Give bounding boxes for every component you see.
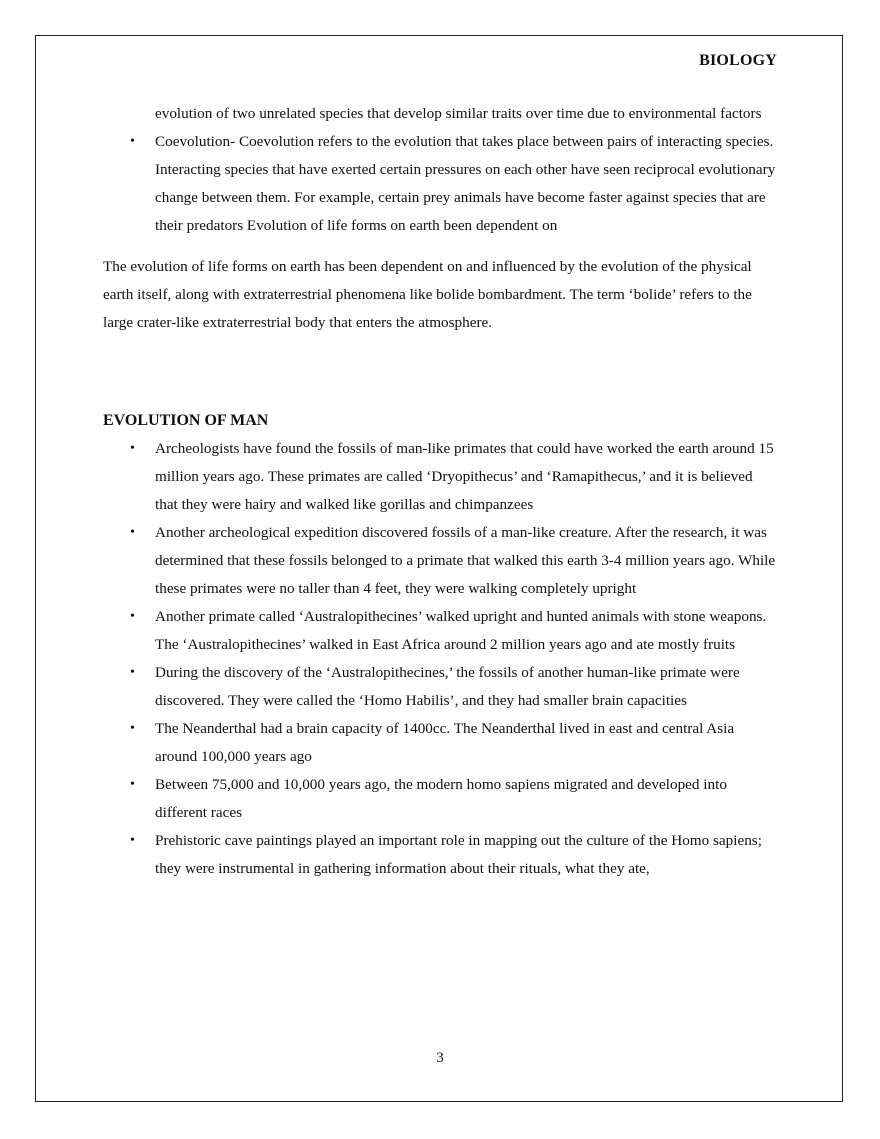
evolution-of-man-list: [103, 435, 779, 883]
list-item: [103, 435, 779, 519]
bullet-icon: •: [130, 525, 135, 540]
list-item: [103, 659, 779, 715]
page-header-title: BIOLOGY: [699, 52, 777, 69]
list-item-text: Between 75,000 and 10,000 years ago, the modern homo sapiens migrated and developed into different races: [155, 776, 727, 821]
bullet-icon: •: [130, 665, 135, 680]
section-heading: EVOLUTION OF MAN: [103, 412, 269, 429]
list-item-text: Archeologists have found the fossils of man-like primates that could have worked the earth around 15 million years ago. These primates are called ‘Dryopithecus’ and ‘Ramapithecus,’ and it is believed that they were hairy and walked like gorillas and chimpanzees: [155, 440, 774, 513]
list-item: [103, 771, 779, 827]
body-paragraph: The evolution of life forms on earth has been dependent on and influenced by the evolution of the physical earth itself, along with extraterrestrial phenomena like bolide bombardment. The term ‘bolide’ refers to the large crater-like extraterrestrial body that enters the atmosphere.: [103, 258, 752, 331]
list-item: [103, 715, 779, 771]
list-item-text: Another primate called ‘Australopithecines’ walked upright and hunted animals with stone weapons. The ‘Australopithecines’ walked in East Africa around 2 million years ago and ate mostly fruits: [155, 608, 767, 653]
page-number: 3: [436, 1050, 444, 1066]
bullet-icon: •: [130, 777, 135, 792]
list-item-text: Coevolution- Coevolution refers to the evolution that takes place between pairs of interacting species. Interacting species that have exerted certain pressures on each other have seen reciprocal evolutionary change between them. For example, certain prey animals have become faster against species that are their predators Evolution of life forms on earth been dependent on: [155, 133, 776, 234]
top-bullet-list: [103, 128, 779, 240]
bullet-icon: •: [130, 833, 135, 848]
document-body: [103, 100, 779, 883]
continued-text: evolution of two unrelated species that develop similar traits over time due to environmental factors: [155, 105, 762, 122]
list-item: [103, 519, 779, 603]
list-item: [103, 827, 779, 883]
list-item-text: The Neanderthal had a brain capacity of 1400cc. The Neanderthal lived in east and central Asia around 100,000 years ago: [155, 720, 735, 765]
list-item: [103, 128, 779, 240]
list-item-text: During the discovery of the ‘Australopithecines,’ the fossils of another human-like primate were discovered. They were called the ‘Homo Habilis’, and they had smaller brain capacities: [155, 664, 740, 709]
list-item-text: Another archeological expedition discovered fossils of a man-like creature. After the research, it was determined that these fossils belonged to a primate that walked this earth 3-4 million years ago. While these primates were no taller than 4 feet, they were walking completely upright: [155, 524, 776, 597]
bullet-icon: •: [130, 609, 135, 624]
bullet-icon: •: [130, 721, 135, 736]
bullet-icon: •: [130, 441, 135, 456]
list-item: [103, 603, 779, 659]
list-item-text: Prehistoric cave paintings played an important role in mapping out the culture of the Homo sapiens; they were instrumental in gathering information about their rituals, what they ate,: [155, 832, 762, 877]
bullet-icon: •: [130, 134, 135, 149]
